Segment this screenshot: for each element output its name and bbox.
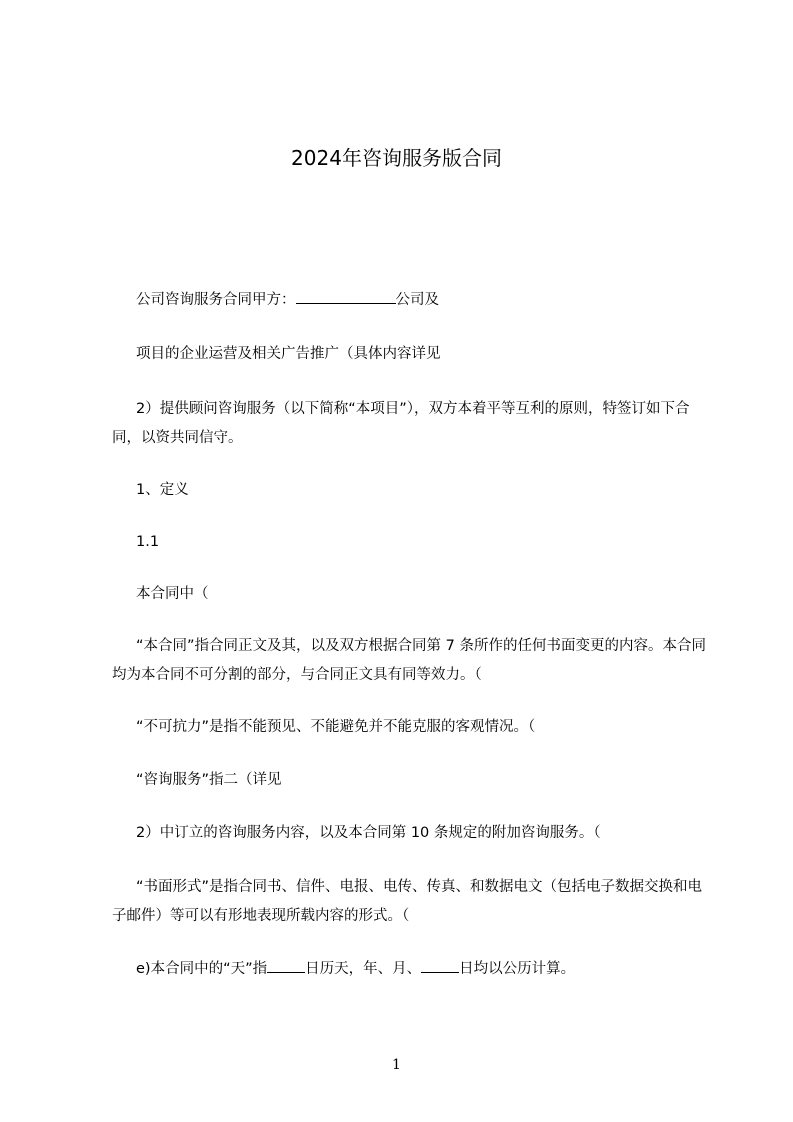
party-a-label: 公司咨询服务合同甲方： — [136, 292, 296, 308]
page-number: 1 — [392, 1057, 401, 1073]
days-text-part2: 日历天，年、月、 — [305, 961, 422, 977]
paragraph-service-content: 2）中订立的咨询服务内容，以及本合同第 10 条规定的附加咨询服务。（ — [136, 825, 601, 841]
days-blank-1 — [267, 958, 305, 973]
document-title: 2024年咨询服务版合同 — [291, 146, 502, 170]
section-heading-definitions: 1、定义 — [136, 482, 189, 498]
paragraph-in-this-contract: 本合同中（ — [136, 586, 209, 602]
paragraph-days-definition — [136, 955, 706, 984]
paragraph-project: 项目的企业运营及相关广告推广（具体内容详见 — [136, 346, 441, 362]
paragraph-party-a — [136, 286, 706, 315]
paragraph-written-form: “书面形式”是指合同书、信件、电报、电传、传真、和数据电文（包括电子数据交换和电子邮件）等可以有形地表现所载内容的形式。（ — [112, 879, 703, 924]
paragraph-force-majeure: “不可抗力”是指不能预见、不能避免并不能克服的客观情况。（ — [136, 719, 536, 735]
paragraph-purpose: 2）提供顾问咨询服务（以下简称“本项目”），双方本着平等互利的原则，特签订如下合同，以资共同信守。 — [112, 401, 690, 446]
clause-number: 1.1 — [136, 534, 160, 550]
days-text-part3: 日均以公历计算。 — [459, 961, 576, 977]
paragraph-contract-definition: “本合同”指合同正文及其，以及双方根据合同第 7 条所作的任何书面变更的内容。本合同均为本合同不可分割的部分，与合同正文具有同等效力。（ — [112, 638, 706, 683]
days-text-part1: e)本合同中的“天”指 — [136, 961, 268, 977]
party-a-blank — [296, 289, 396, 304]
paragraph-consulting-services: “咨询服务”指二（详见 — [136, 772, 282, 788]
days-blank-2 — [421, 958, 459, 973]
party-a-suffix: 公司及 — [395, 292, 439, 308]
